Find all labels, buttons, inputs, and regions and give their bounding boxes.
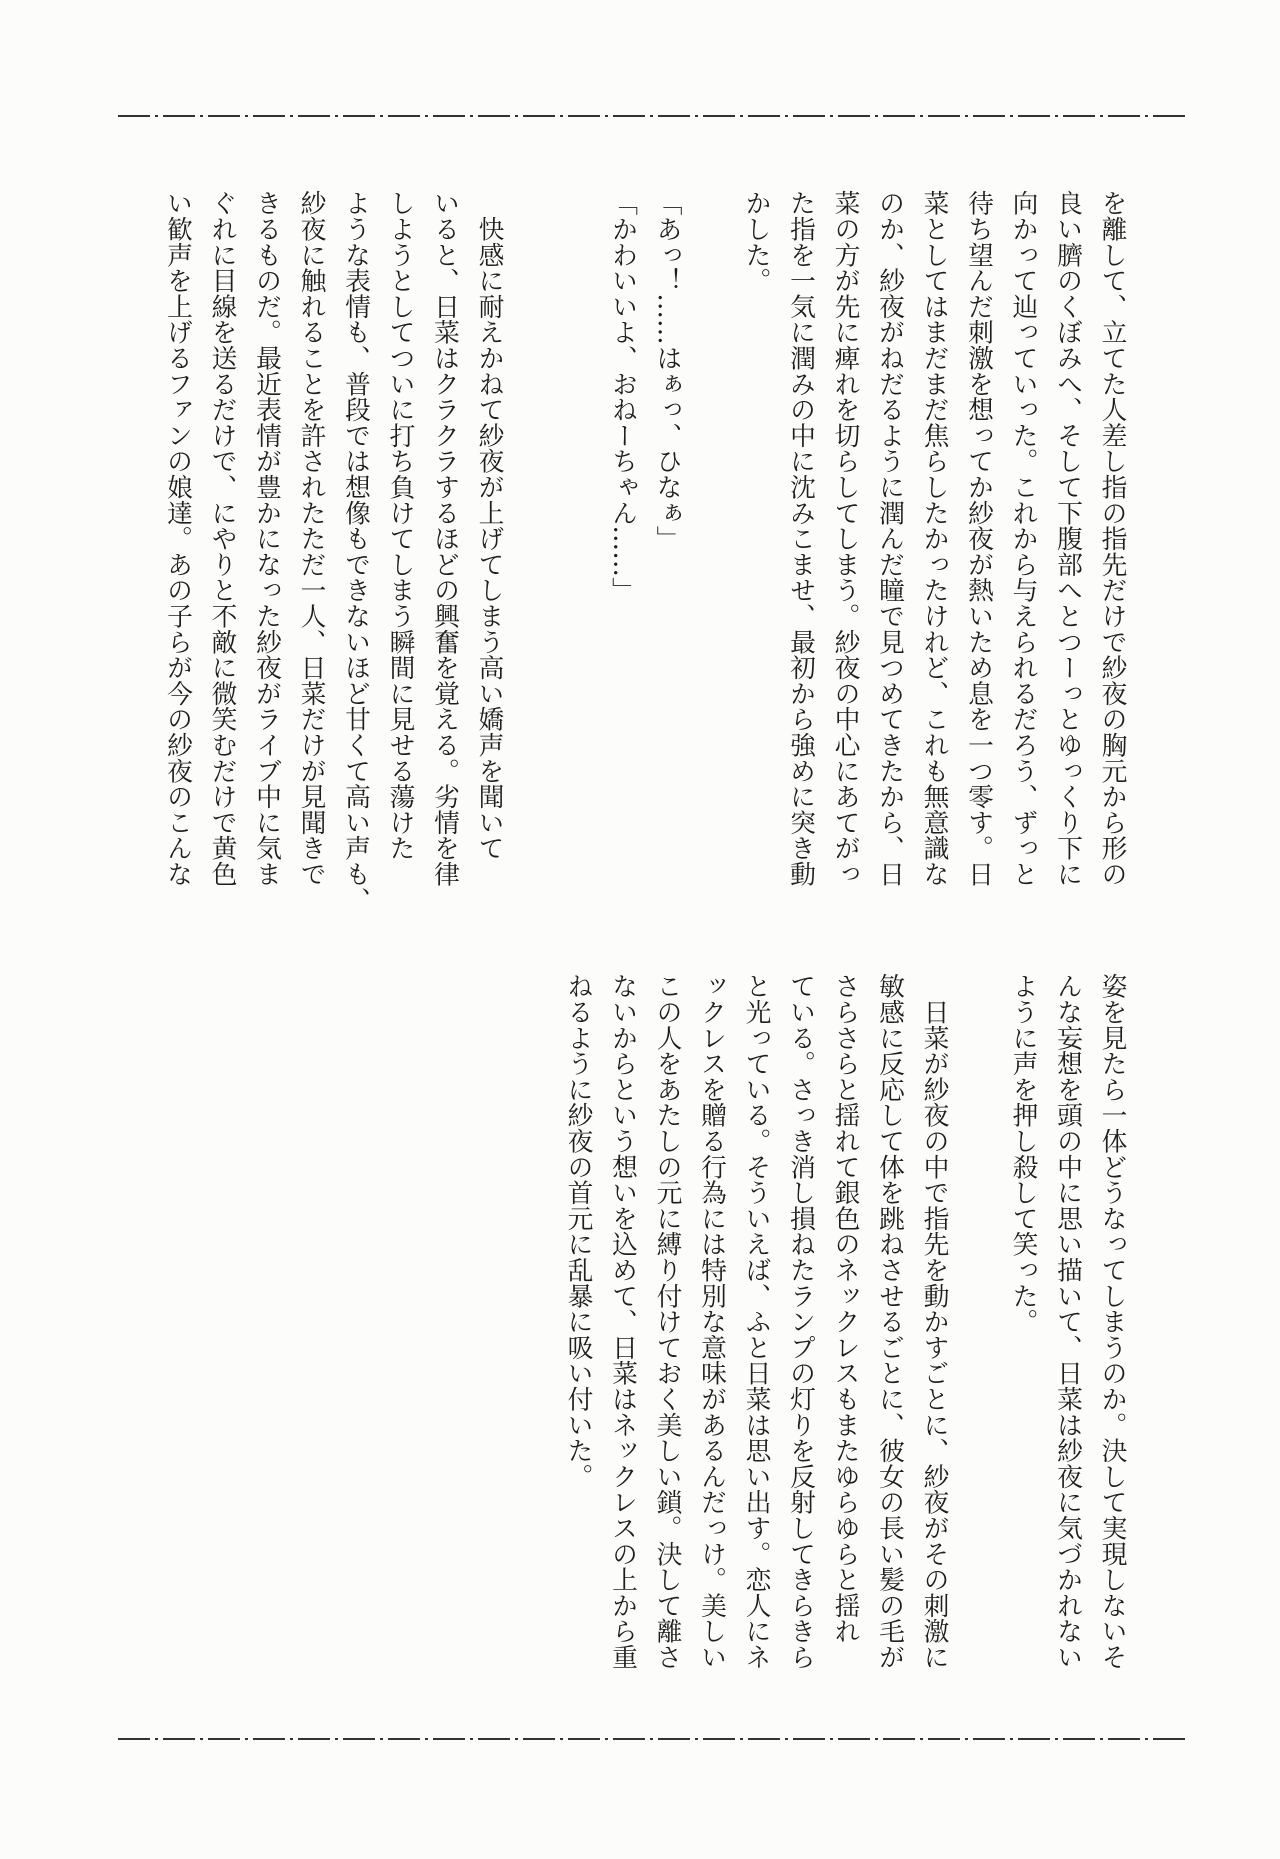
blank-column: [956, 973, 1001, 1703]
text-column: 紗夜に触れることを許されたただ一人、日菜だけが見聞きで: [296, 190, 326, 887]
text-column: ような表情も、普段では想像もできないほど甘くて高い声も、: [340, 190, 371, 913]
text-column: この人をあたしの元に縛り付けておく美しい鎖。決して離さ: [652, 973, 682, 1670]
text-column: を離して、立てた人差し指の指先だけで紗夜の胸元から形の: [1097, 190, 1127, 887]
text-column: きるものだ。最近表情が豊かになった紗夜がライブ中に気ま: [251, 190, 282, 887]
text-column: 向かって辿っていった。これから与えられるだろう、ずっと: [1008, 190, 1038, 887]
text-column: 菜の方が先に痺れを切らしてしまう。紗夜の中心にあてがっ: [830, 190, 860, 887]
lower-text-block: [556, 973, 1135, 1703]
text-column: 日菜が紗夜の中で指先を動かすごとに、紗夜がその刺激に: [919, 973, 949, 1670]
text-column: と光っている。そういえば、ふと日菜は思い出す。恋人にネ: [741, 973, 771, 1670]
text-column: ねるように紗夜の首元に乱暴に吸い付いた。: [563, 973, 593, 1489]
text-column: ている。さっき消し損ねたランプの灯りを反射してきらきら: [785, 973, 816, 1670]
text-column: 快感に耐えかねて紗夜が上げてしまう高い嬌声を聞いて: [474, 190, 504, 861]
blank-column: [511, 190, 556, 920]
text-column: 「かわいいよ、おねーちゃん……」: [607, 190, 638, 603]
text-column: ないからという想いを込めて、日菜はネックレスの上から重: [607, 973, 638, 1670]
text-column: ぐれに目線を送るだけで、にやりと不敵に微笑むだけで黄色: [207, 190, 237, 887]
text-column: た指を一気に潤みの中に沈みこませ、最初から強めに突き動: [785, 190, 816, 887]
text-column: さらさらと揺れて銀色のネックレスもまたゆらゆらと揺れ: [830, 973, 860, 1644]
text-column: 「あっ！……はぁっ、ひなぁ」: [652, 190, 682, 552]
top-dash-dot-rule: [118, 115, 1190, 117]
text-column: 菜としてはまだまだ焦らしたかったけれど、これも無意識な: [919, 190, 949, 887]
text-column: ックレスを贈る行為には特別な意味があるんだっけ。美しい: [696, 973, 727, 1670]
blank-column: [689, 190, 734, 920]
text-column: ように声を押し殺して笑った。: [1008, 973, 1038, 1335]
text-column: 姿を見たら一体どうなってしまうのか。決して実現しないそ: [1097, 973, 1127, 1670]
text-column: い歓声を上げるファンの娘達。あの子らが今の紗夜のこんな: [162, 190, 193, 887]
text-column: 待ち望んだ刺激を想ってか紗夜が熱いため息を一つ零す。日: [963, 190, 994, 887]
text-column: いると、日菜はクラクラするほどの興奮を覚える。劣情を律: [429, 190, 460, 887]
text-column: しようとしてついに打ち負けてしまう瞬間に見せる蕩けた: [385, 190, 415, 861]
text-column: 敏感に反応して体を跳ねさせるごとに、彼女の長い髪の毛が: [874, 973, 905, 1670]
text-column: 良い臍のくぼみへ、そして下腹部へとつーっとゆっくり下に: [1052, 190, 1083, 887]
bottom-dash-dot-rule: [118, 1738, 1190, 1740]
text-column: んな妄想を頭の中に思い描いて、日菜は紗夜に気づかれない: [1052, 973, 1083, 1670]
upper-text-block: [155, 190, 1134, 920]
blank-column: [556, 190, 601, 920]
text-column: かした。: [741, 190, 771, 294]
text-column: のか、紗夜がねだるように潤んだ瞳で見つめてきたから、日: [874, 190, 905, 887]
